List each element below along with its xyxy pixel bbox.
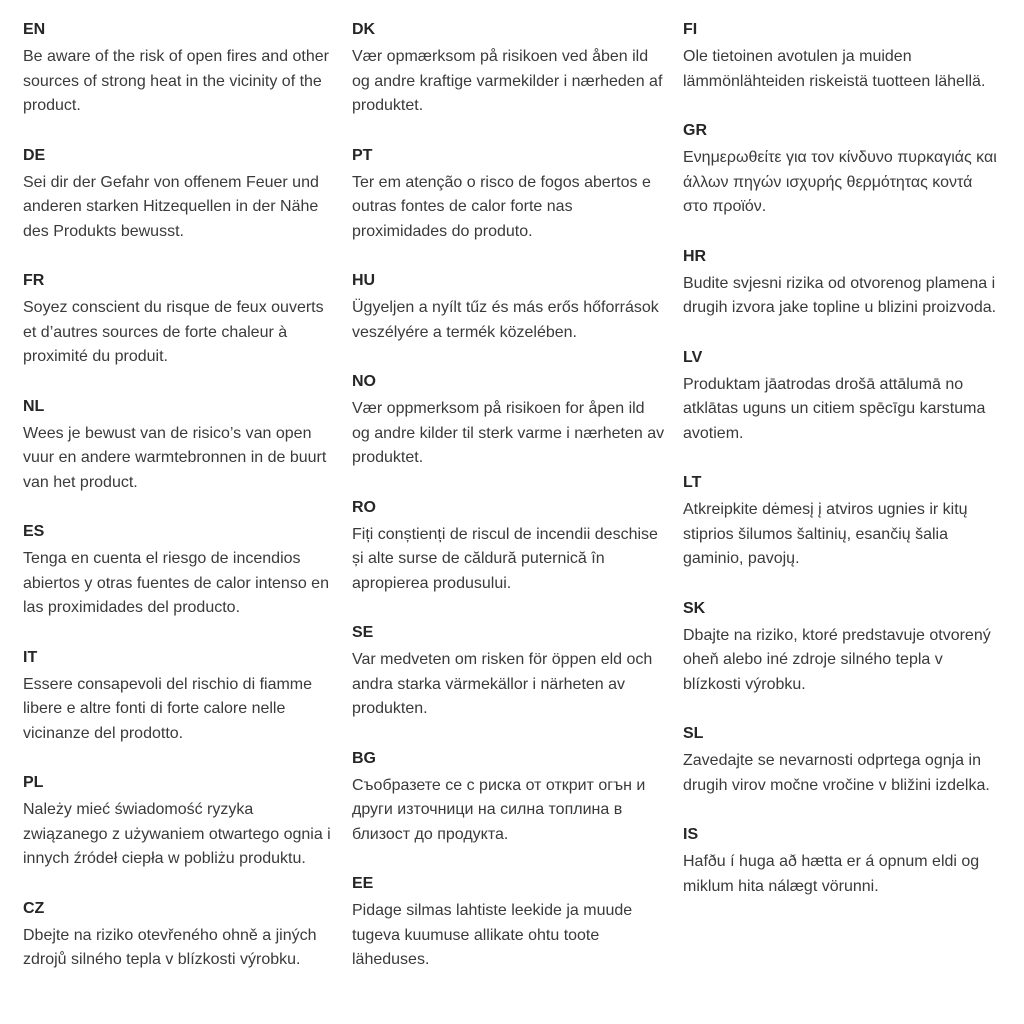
language-code: DK <box>352 21 376 38</box>
language-code: GR <box>683 122 707 139</box>
warning-text: Dbajte na riziko, ktoré predstavuje otvorený oheň alebo iné zdroje silného tepla v blízkosti výrobku. <box>683 626 991 693</box>
warning-text: Sei dir der Gefahr von offenem Feuer und anderen starken Hitzequellen in der Nähe des Produkts bewusst. <box>23 173 319 240</box>
warning-text: Съобразете се с риска от открит огън и други източници на силна топлина в близост до продукта. <box>352 776 646 843</box>
language-code: NO <box>352 373 376 390</box>
warning-entry <box>352 20 666 119</box>
warning-entry <box>683 20 1001 94</box>
warning-text: Vær opmærksom på risikoen ved åben ild og andre kraftige varmekilder i nærheden af produktet. <box>352 48 663 114</box>
warning-text: Dbejte na riziko otevřeného ohně a jiných zdrojů silného tepla v blízkosti výrobku. <box>23 926 317 968</box>
warning-text: Tenga en cuenta el riesgo de incendios abiertos y otras fuentes de calor intenso en las proximidades del producto. <box>23 550 329 616</box>
warning-text: Hafðu í huga að hætta er á opnum eldi og miklum hita nálægt vörunni. <box>683 853 980 895</box>
warning-entry <box>683 247 1001 321</box>
warning-entry <box>683 121 1001 220</box>
language-code: SK <box>683 599 706 617</box>
warning-text: Ενημερωθείτε για τον κίνδυνο πυρκαγιάς και άλλων πηγών ισχυρής θερμότητας κοντά στο προϊόν. <box>683 149 997 215</box>
language-code: RO <box>352 498 376 516</box>
warning-entry <box>23 773 335 872</box>
language-code: LT <box>683 474 702 491</box>
warning-entry <box>683 724 1001 798</box>
warning-entry <box>23 397 335 496</box>
language-code: EN <box>23 21 46 38</box>
warning-text: Budite svjesni rizika od otvorenog plamena i drugih izvora jake topline u blizini proizvoda. <box>683 274 997 316</box>
warning-entry <box>352 749 666 848</box>
warning-text: Wees je bewust van de risico’s van open vuur en andere warmtebronnen in de buurt van het product. <box>23 424 327 491</box>
warning-text: Atkreipkite dėmesį į atviros ugnies ir kitų stiprios šilumos šaltinių, esančių šalia gaminio, pavojų. <box>683 501 968 567</box>
column-1 <box>23 20 335 1014</box>
language-code: SE <box>352 624 374 641</box>
warning-entry <box>352 271 666 345</box>
warning-text: Należy mieć świadomość ryzyka związanego z używaniem otwartego ognia i innych źródeł ciepła w pobliżu produktu. <box>23 801 331 867</box>
language-code: PT <box>352 146 373 164</box>
language-code: BG <box>352 749 376 767</box>
warning-text: Var medveten om risken för öppen eld och andra starka värmekällor i närheten av produkten. <box>352 651 653 717</box>
warning-text: Ügyeljen a nyílt tűz és más erős hőforrások veszélyére a termék közelében. <box>352 299 659 341</box>
warning-entry <box>352 874 666 973</box>
warning-entry <box>23 271 335 370</box>
language-code: IS <box>683 826 699 843</box>
warning-text: Soyez conscient du risque de feux ouverts et d’autres sources de forte chaleur à proximité du produit. <box>23 299 324 365</box>
warning-entry <box>683 473 1001 572</box>
warning-entry <box>683 825 1001 899</box>
language-code: FR <box>23 272 45 289</box>
language-code: DE <box>23 146 46 164</box>
warning-entry <box>23 146 335 245</box>
warning-entry <box>352 623 666 722</box>
warning-entry <box>352 372 666 471</box>
warning-text: Ter em atenção o risco de fogos abertos e outras fontes de calor forte nas proximidades do produto. <box>352 173 651 240</box>
language-code: HR <box>683 247 707 265</box>
warning-entry <box>352 498 666 597</box>
language-code: PL <box>23 774 44 791</box>
warning-entry <box>352 146 666 245</box>
warning-text: Ole tietoinen avotulen ja muiden lämmönlähteiden riskeistä tuotteen lähellä. <box>683 48 986 90</box>
warning-text: Vær oppmerksom på risikoen for åpen ild og andre kilder til sterk varme i nærheten av produktet. <box>352 400 665 466</box>
language-code: ES <box>23 523 45 540</box>
warning-entry <box>23 648 335 747</box>
language-code: NL <box>23 397 45 415</box>
language-code: CZ <box>23 899 45 917</box>
warning-text: Produktam jāatrodas drošā attālumā no atklātas uguns un citiem spēcīgu karstuma avotiem. <box>683 375 986 442</box>
language-code: IT <box>23 648 38 666</box>
warning-entry <box>23 20 335 119</box>
language-code: SL <box>683 725 704 742</box>
language-code: FI <box>683 21 698 38</box>
warning-text: Essere consapevoli del rischio di fiamme libere e altre fonti di forte calore nelle vicinanze del prodotto. <box>23 675 313 742</box>
language-code: EE <box>352 875 374 892</box>
warning-text: Fiți conștienți de riscul de incendii deschise și alte surse de căldură puternică în apropierea produsului. <box>352 525 658 592</box>
column-3 <box>683 20 1001 1014</box>
warning-entry <box>23 899 335 973</box>
warning-text: Pidage silmas lahtiste leekide ja muude tugeva kuumuse allikate ohtu toote läheduses. <box>352 902 633 968</box>
warning-entry <box>683 348 1001 447</box>
column-2 <box>352 20 666 1014</box>
warning-text: Be aware of the risk of open fires and other sources of strong heat in the vicinity of the product. <box>23 48 329 114</box>
warning-entry <box>23 522 335 621</box>
language-code: LV <box>683 348 703 366</box>
warning-entry <box>683 599 1001 698</box>
warning-text: Zavedajte se nevarnosti odprtega ognja in drugih virov močne vročine v bližini izdelka. <box>683 752 990 794</box>
language-code: HU <box>352 272 376 289</box>
